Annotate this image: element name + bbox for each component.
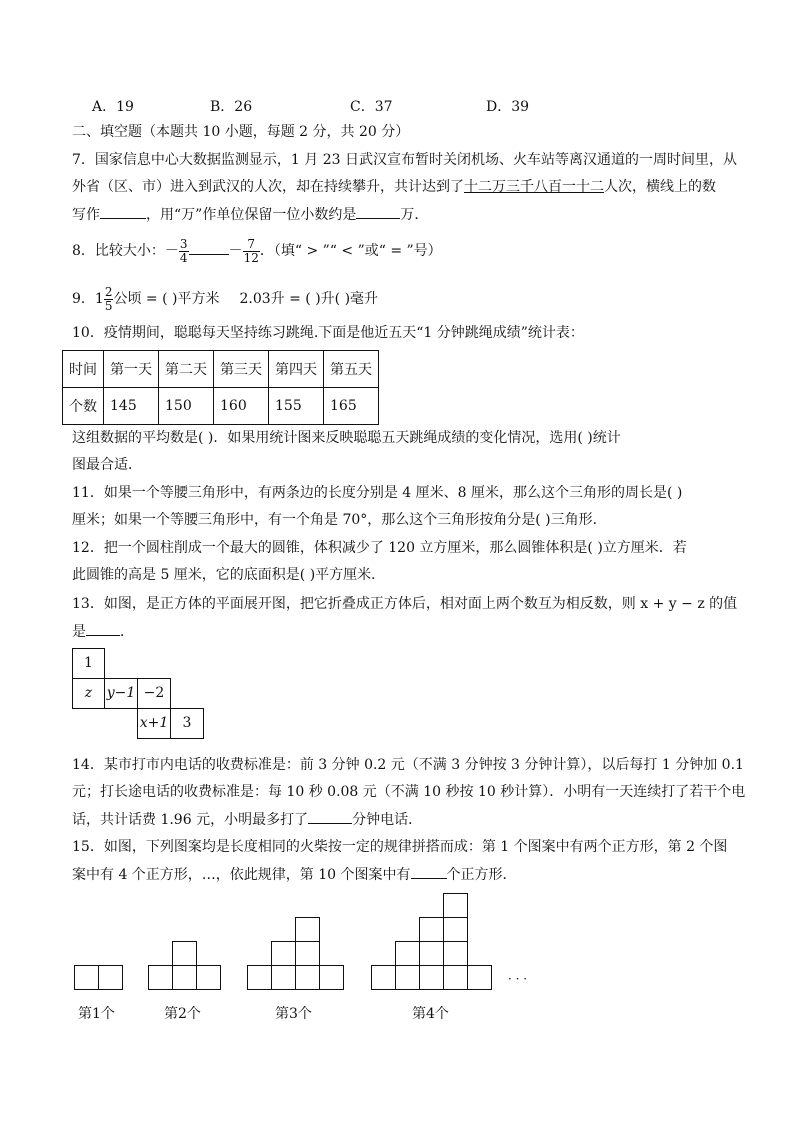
table-cell: 145 — [104, 388, 159, 425]
q14-line3-b: 分钟电话． — [352, 812, 423, 828]
table-cell: 第一天 — [104, 351, 159, 388]
q9-frac-num: 2 — [104, 284, 113, 299]
pattern-caption: 第4个 — [412, 1006, 449, 1022]
q8-fraction-1 — [179, 238, 189, 265]
net-cell: y−1 — [104, 678, 138, 709]
table-cell: 第二天 — [159, 351, 214, 388]
pattern-square — [247, 965, 272, 990]
q9-part1: 公顷 = ( )平方米 — [113, 291, 220, 307]
q14-line2: 元；打长途电话的收费标准是：每 10 秒 0.08 元（不满 10 秒按 10 秒计算）．小明有一天连续打了若干个电 — [72, 784, 746, 800]
q7-line3-c: 万． — [400, 207, 429, 223]
net-cell: x+1 — [137, 708, 171, 739]
section-title: 二、填空题（本题共 10 小题，每题 2 分，共 20 分） — [72, 124, 410, 140]
q14-line1: 14．某市打市内电话的收费标准是：前 3 分钟 0.2 元（不满 3 分钟按 3 分钟计算），以后每打 1 分钟加 0.1 — [72, 757, 744, 773]
q13-blank — [86, 621, 120, 636]
pattern-square — [172, 941, 197, 966]
option-b: B．26 — [210, 99, 253, 115]
q15-line2-a: 案中有 4 个正方形，…，依此规律，第 10 个图案中有 — [72, 867, 411, 883]
pattern-square — [443, 893, 468, 918]
table-cell: 165 — [324, 388, 379, 425]
q8-middle: － — [228, 243, 243, 259]
q8-prefix: 8．比较大小：－ — [72, 243, 179, 259]
q8-frac1-num: 3 — [179, 236, 188, 251]
q13-line2-text: 是 — [72, 624, 86, 640]
pattern-square — [467, 965, 492, 990]
table-cell: 时间 — [63, 351, 104, 388]
q9-prefix: 9．1 — [72, 291, 104, 307]
pattern-square — [172, 965, 197, 990]
q13-line2 — [72, 621, 134, 642]
q7-blank-1 — [100, 204, 146, 219]
pattern-square — [419, 941, 444, 966]
net-cell: z — [72, 678, 105, 709]
q7-line2-pre: 外省（区、市）进入到武汉的人次，却在持续攀升，共计达到了 — [72, 179, 464, 195]
net-cell: 1 — [72, 648, 105, 679]
pattern-square — [443, 965, 468, 990]
q7-line3-a: 写作 — [72, 207, 100, 223]
q11-line2: 厘米；如果一个等腰三角形中，有一个角是 70°，那么这个三角形按角分是( )三角形． — [72, 512, 607, 528]
pattern-square — [295, 941, 320, 966]
q10-after1: 这组数据的平均数是( )．如果用统计图来反映聪聪五天跳绳成绩的变化情况，选用( )统计 — [72, 430, 621, 446]
q13-line2-end: ． — [120, 624, 134, 640]
q14-line3-a: 话，共计话费 1.96 元，小明最多打了 — [72, 812, 309, 828]
pattern-caption: 第1个 — [78, 1006, 115, 1022]
q8-frac2-den: 12 — [243, 250, 259, 265]
q9-part2: 2.03升 = ( )升( )毫升 — [239, 291, 379, 307]
option-c: C．37 — [350, 99, 393, 115]
table-cell: 第三天 — [214, 351, 269, 388]
table-cell: 150 — [159, 388, 214, 425]
q7-line2 — [72, 177, 716, 197]
pattern-caption: 第3个 — [275, 1006, 312, 1022]
q9-line — [72, 284, 378, 314]
q7-line3-b: ，用“万”作单位保留一位小数约是 — [146, 207, 357, 223]
q10-after2: 图最合适． — [72, 457, 142, 473]
pattern-square — [443, 917, 468, 942]
q8-suffix: ．（填“ > ”“ < ”或“ = ”号） — [259, 243, 442, 259]
table-cell: 个数 — [63, 388, 104, 425]
table-cell: 第五天 — [324, 351, 379, 388]
q7-underlined-number: 十二万三千八百一十二 — [464, 179, 604, 195]
pattern-square — [271, 941, 296, 966]
q15-line2-b: 个正方形． — [446, 867, 517, 883]
pattern-square — [295, 917, 320, 942]
q10-stats-table — [62, 350, 379, 425]
q7-line1: 7．国家信息中心大数据监测显示，1 月 23 日武汉宣布暂时关闭机场、火车站等离汉通道的一周时间里，从 — [72, 152, 737, 168]
q7-line3 — [72, 204, 428, 225]
net-cell: 3 — [170, 708, 204, 739]
table-row — [63, 388, 379, 425]
pattern-square — [148, 965, 173, 990]
pattern-square — [419, 917, 444, 942]
q11-line1: 11．如果一个等腰三角形中，有两条边的长度分别是 4 厘米、8 厘米，那么这个三角形的周长是( ) — [72, 485, 683, 501]
net-cell: −2 — [137, 678, 171, 709]
pattern-square — [419, 965, 444, 990]
q8-blank — [189, 240, 229, 255]
table-cell: 第四天 — [269, 351, 324, 388]
q8-frac1-den: 4 — [179, 250, 188, 265]
table-cell: 160 — [214, 388, 269, 425]
q7-line2-post: 人次，横线上的数 — [604, 179, 716, 195]
q15-line1: 15．如图，下列图案均是长度相同的火柴按一定的规律拼搭而成：第 1 个图案中有两个正方形，第 2 个图 — [72, 839, 728, 855]
q8-frac2-num: 7 — [243, 238, 260, 252]
pattern-square — [371, 965, 396, 990]
q8-line — [72, 236, 442, 266]
pattern-square — [443, 941, 468, 966]
q14-blank — [308, 809, 352, 824]
q12-line1: 12．把一个圆柱削成一个最大的圆锥，体积减少了 120 立方厘米，那么圆锥体积是( )立方厘米．若 — [72, 540, 687, 556]
pattern-square — [295, 965, 320, 990]
q14-line3 — [72, 809, 422, 830]
pattern-square — [196, 965, 221, 990]
q9-frac-den: 5 — [104, 298, 113, 313]
option-a: A．19 — [92, 99, 134, 115]
q15-blank — [411, 864, 447, 879]
pattern-caption: 第2个 — [164, 1006, 201, 1022]
table-row — [63, 351, 379, 388]
table-cell: 155 — [269, 388, 324, 425]
q15-line2 — [72, 864, 517, 885]
q15-ellipsis: · · · — [508, 972, 528, 986]
pattern-square — [271, 965, 296, 990]
pattern-square — [319, 965, 344, 990]
pattern-square — [98, 965, 123, 990]
q8-fraction-2 — [243, 238, 260, 265]
q10-intro: 10．疫情期间，聪聪每天坚持练习跳绳.下面是他近五天“1 分钟跳绳成绩”统计表： — [72, 325, 584, 341]
pattern-square — [395, 941, 420, 966]
option-d: D．39 — [486, 99, 530, 115]
q13-line1: 13．如图，是正方体的平面展开图，把它折叠成正方体后，相对面上两个数互为相反数，则 x + y − z 的值 — [72, 596, 738, 612]
q12-line2: 此圆锥的高是 5 厘米，它的底面积是( )平方厘米． — [72, 567, 386, 583]
q7-blank-2 — [356, 204, 400, 219]
pattern-square — [74, 965, 99, 990]
pattern-square — [395, 965, 420, 990]
